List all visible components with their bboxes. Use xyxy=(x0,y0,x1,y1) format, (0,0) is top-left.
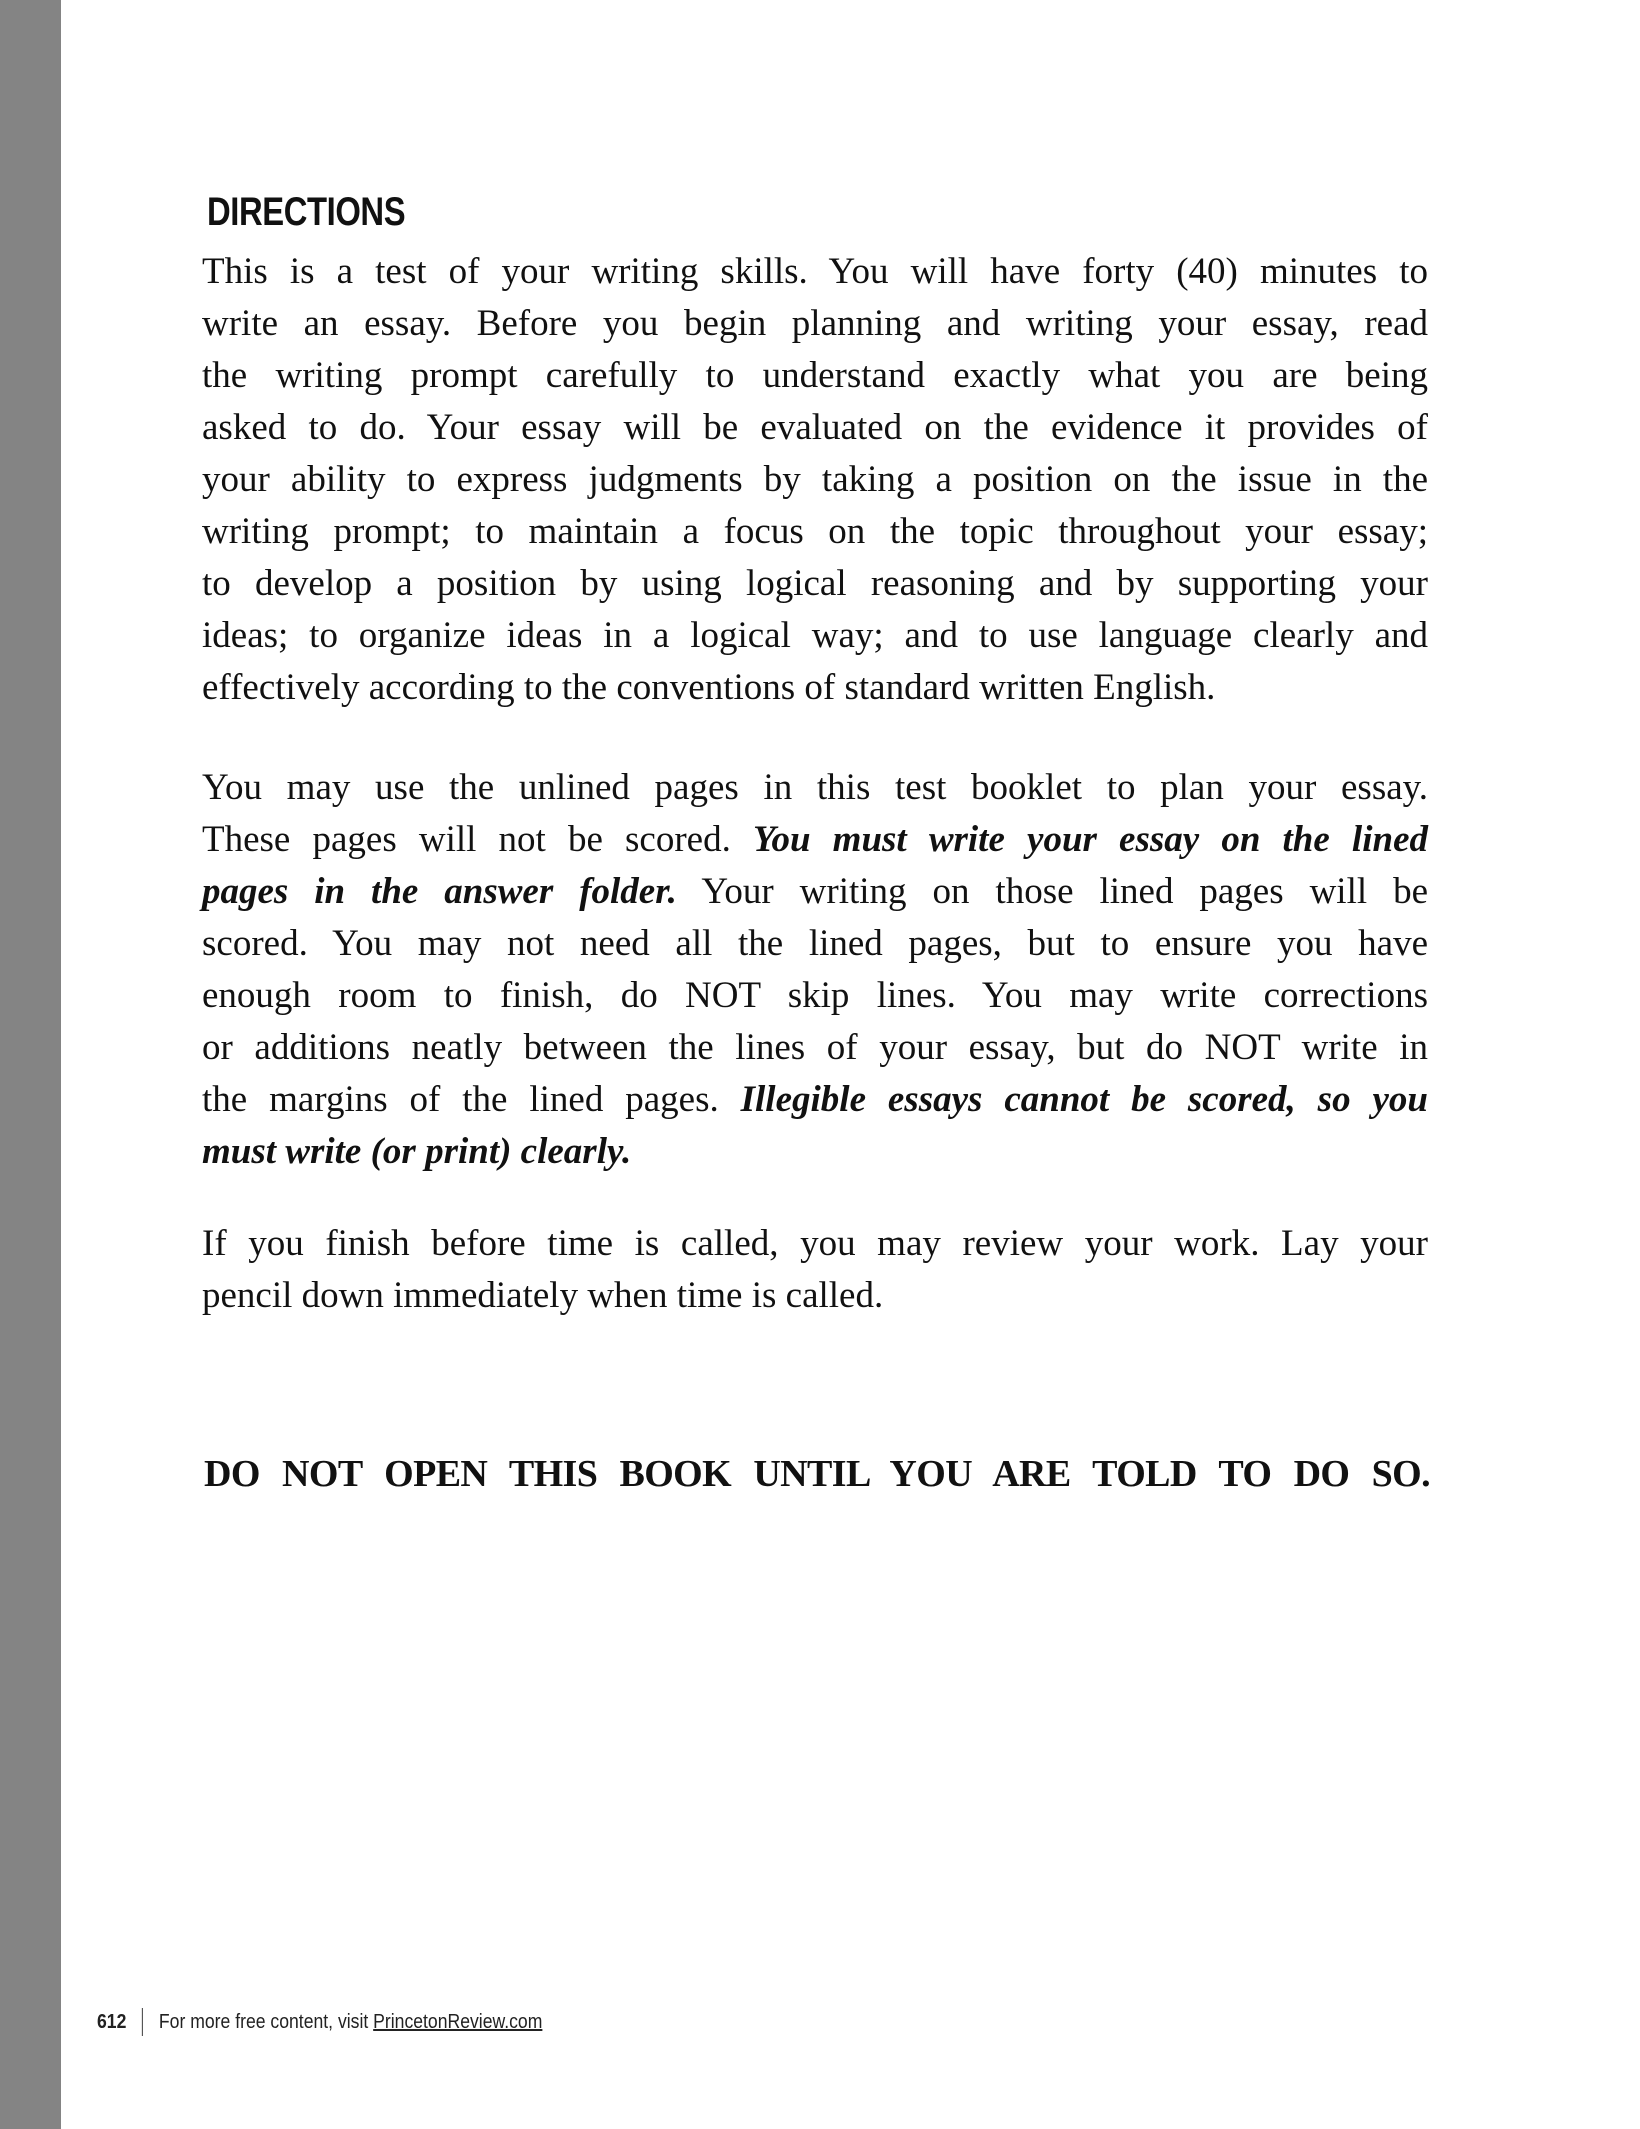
body-text: If you finish before time is called, you may review your work. Lay your xyxy=(202,1223,1428,1264)
body-text: pencil down immediately when time is called. xyxy=(202,1275,884,1316)
body-text: write an essay. Before you begin planning and writing your essay, read xyxy=(202,303,1428,344)
text-line xyxy=(202,506,1428,558)
body-text: to develop a position by using logical reasoning and by supporting your xyxy=(202,563,1428,604)
text-line xyxy=(202,662,1428,714)
body-text: You may use the unlined pages in this test booklet to plan your essay. xyxy=(202,767,1428,808)
text-line xyxy=(202,762,1428,814)
emphasis-text: You must write your essay on the lined xyxy=(752,819,1428,860)
emphasis-text: must write (or print) clearly. xyxy=(202,1131,632,1172)
body-text: These pages will not be scored. xyxy=(202,819,753,860)
text-line xyxy=(202,610,1428,662)
paragraph-3 xyxy=(202,1218,1428,1322)
page-footer xyxy=(97,2008,542,2036)
text-line xyxy=(202,402,1428,454)
footer-text: For more free content, visit xyxy=(158,2010,369,2033)
body-text: enough room to finish, do NOT skip lines. You may write corrections xyxy=(202,975,1428,1016)
text-line xyxy=(202,1074,1428,1126)
body-text: or additions neatly between the lines of your essay, but do NOT write in xyxy=(202,1027,1428,1068)
body-text: effectively according to the conventions of standard written English. xyxy=(202,667,1216,708)
emphasis-text: pages in the answer folder. xyxy=(202,871,677,912)
paragraph-1 xyxy=(202,246,1428,714)
text-line xyxy=(202,1022,1428,1074)
text-line xyxy=(202,814,1428,866)
text-line xyxy=(202,866,1428,918)
footer-divider xyxy=(142,2008,143,2036)
body-text: Your writing on those lined pages will be xyxy=(676,871,1428,912)
text-line xyxy=(202,1126,1428,1178)
body-text: your ability to express judgments by taking a position on the issue in the xyxy=(202,459,1428,500)
text-line xyxy=(202,246,1428,298)
body-text: asked to do. Your essay will be evaluated on the evidence it provides of xyxy=(202,407,1428,448)
text-line xyxy=(202,558,1428,610)
text-line xyxy=(202,918,1428,970)
page-edge-bar xyxy=(0,0,61,2129)
text-line xyxy=(202,454,1428,506)
princeton-review-link[interactable]: PrincetonReview.com xyxy=(373,2010,543,2033)
do-not-open-notice: DO NOT OPEN THIS BOOK UNTIL YOU ARE TOLD TO DO SO. xyxy=(204,1453,1430,1495)
text-line xyxy=(202,298,1428,350)
body-text: the margins of the lined pages. xyxy=(202,1079,741,1120)
text-line xyxy=(202,350,1428,402)
body-text: the writing prompt carefully to understand exactly what you are being xyxy=(202,355,1428,396)
emphasis-text: Illegible essays cannot be scored, so you xyxy=(740,1079,1428,1120)
body-text: writing prompt; to maintain a focus on the topic throughout your essay; xyxy=(202,511,1428,552)
page-number: 612 xyxy=(97,2010,127,2033)
body-text: This is a test of your writing skills. You will have forty (40) minutes to xyxy=(202,251,1428,292)
body-text: ideas; to organize ideas in a logical way; and to use language clearly and xyxy=(202,615,1428,656)
text-line xyxy=(202,1218,1428,1270)
text-line xyxy=(202,970,1428,1022)
paragraph-2 xyxy=(202,762,1428,1178)
body-text: scored. You may not need all the lined pages, but to ensure you have xyxy=(202,923,1428,964)
text-line xyxy=(202,1270,1428,1322)
directions-heading: DIRECTIONS xyxy=(207,190,406,234)
